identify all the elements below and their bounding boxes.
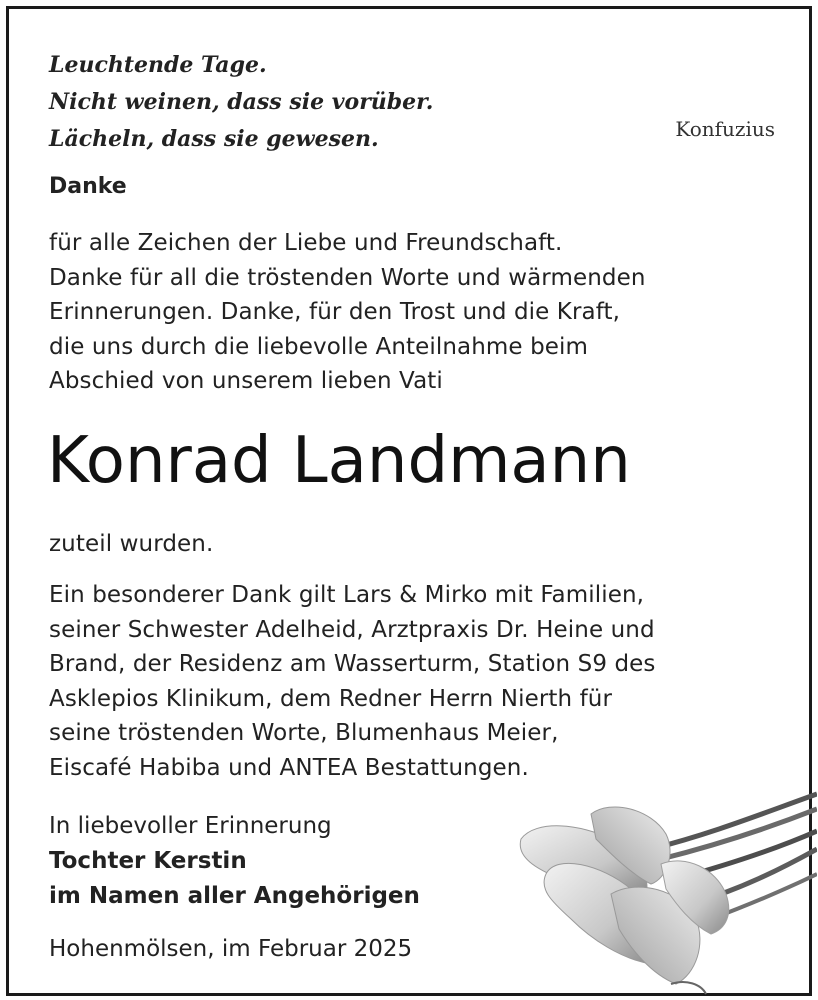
paragraph-line: Abschied von unserem lieben Vati [49,368,443,394]
paragraph-line: die uns durch die liebevolle Anteilnahme beim [49,333,589,360]
quote-block [49,47,433,158]
paragraph-line: Asklepios Klinikum, dem Redner Herrn Nierth für [49,685,613,712]
paragraph-line: Danke für all die tröstenden Worte und wärmenden [49,264,646,291]
paragraph-line: seiner Schwester Adelheid, Arztpraxis Dr. Heine und [49,616,655,643]
quote-line-1: Leuchtende Tage. [49,52,267,78]
quote-author: Konfuzius [675,117,775,141]
paragraph-line: für alle Zeichen der Liebe und Freundschaft. [49,230,563,256]
thanks-heading: Danke [49,174,127,199]
place-date: Hohenmölsen, im Februar 2025 [49,936,413,962]
quote-line-2: Nicht weinen, dass sie vorüber. [49,89,434,115]
quote-line-3: Lächeln, dass sie gewesen. [49,126,379,152]
paragraph-line: seine tröstenden Worte, Blumenhaus Meier, [49,720,559,746]
calla-lilies-icon [501,779,817,999]
paragraph-line: Eiscafé Habiba und ANTEA Bestattungen. [49,754,529,781]
thanks-paragraph [49,226,646,399]
deceased-name: Konrad Landmann [47,424,631,498]
signer-1: Tochter Kerstin [49,848,247,874]
closing-block [49,809,420,914]
signer-2: im Namen aller Angehörigen [49,883,420,909]
closing-intro: In liebevoller Erinnerung [49,813,332,839]
obituary-notice [6,6,812,996]
received-paragraph: zuteil wurden. [49,531,214,557]
paragraph-line: Brand, der Residenz am Wasserturm, Station S9 des [49,651,656,677]
paragraph-line: Ein besonderer Dank gilt Lars & Mirko mit Familien, [49,582,645,608]
paragraph-line: Erinnerungen. Danke, für den Trost und die Kraft, [49,299,621,325]
special-thanks-paragraph [49,578,656,785]
